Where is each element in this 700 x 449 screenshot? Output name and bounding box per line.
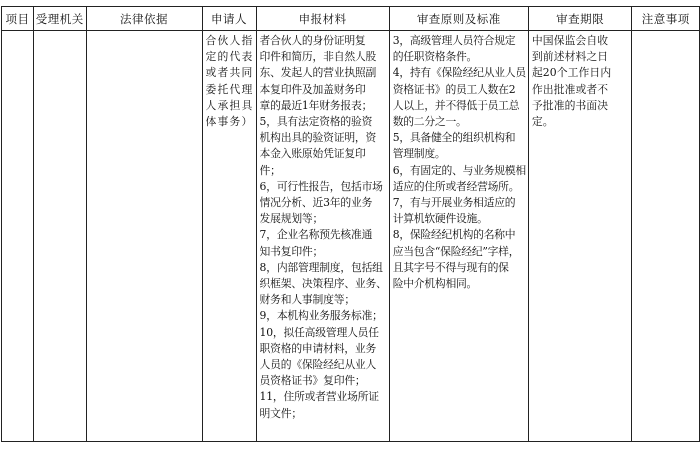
standards-line: 资格证书》的员工人数在2 [392,82,516,96]
standards-line: 适应的住所或者经营场所。 [392,179,520,193]
applicant-line: 委托代理 [205,82,254,96]
period-line: 定。 [531,115,554,129]
materials-line: 10，拟任高级管理人员任 [259,325,379,339]
materials-line: 件； [259,163,281,177]
materials-line: 9，本机构业务服务标准； [259,309,383,323]
header-review-standards: 审查原则及标准 [389,7,528,31]
materials-line: 东、发起人的营业执照副 [259,66,377,80]
materials-line: 员资格证书》复印件； [259,374,366,388]
cell-review-period [528,31,632,442]
applicant-line: 或者共同 [205,66,254,80]
table-row [2,31,700,442]
standards-line: 7，有与开展业务相适应的 [392,196,516,210]
standards-line: 险中介机构相同。 [392,277,478,291]
materials-line: 章的最近1年财务报表； [259,98,373,112]
materials-line: 职资格的申请材料，业务 [259,341,377,355]
period-line: 予批准的书面决 [531,98,609,112]
cell-notes [632,31,700,442]
materials-line: 人员的《保险经纪从业人 [259,358,377,372]
header-materials: 申报材料 [256,7,389,31]
standards-line: 4，持有《保险经纪从业人员 [392,66,526,80]
standards-text [390,31,528,292]
standards-line: 8，保险经纪机构的名称中 [392,228,516,242]
period-line: 作出批准或者不 [531,82,609,96]
materials-line: 财务和人事制度等； [259,293,355,307]
regulation-table [1,6,700,442]
cell-legal-basis [86,31,202,442]
materials-line: 明文件； [259,406,302,420]
standards-line: 且其字号不得与现有的保 [392,260,509,274]
materials-line: 5，具有法定资格的验资 [259,115,373,129]
standards-line: 的任职资格条件。 [392,50,478,64]
table-header-row [2,7,700,31]
standards-line: 计算机软硬件设施。 [392,212,488,226]
header-legal-basis: 法律依据 [86,7,202,31]
cell-item [2,31,34,442]
header-authority: 受理机关 [34,7,87,31]
period-line: 到前述材料之日 [531,50,609,64]
header-item: 项目 [2,7,34,31]
cell-authority [34,31,87,442]
materials-line: 者合伙人的身份证明复 [259,34,366,47]
materials-line: 6，可行性报告，包括市场 [259,179,383,193]
applicant-text [203,31,256,130]
materials-line: 知书复印件； [259,244,324,258]
standards-line: 管理制度。 [392,147,446,161]
period-line: 起20个工作日内 [531,66,612,80]
materials-line: 织框架、决策程序、业务、 [259,277,387,291]
standards-line: 3，高级管理人员符合规定 [392,34,516,47]
cell-materials [256,31,389,442]
materials-line: 11，住所或者营业场所证 [259,390,379,404]
header-review-period: 审查期限 [528,7,632,31]
header-applicant: 申请人 [202,7,256,31]
header-notes: 注意事项 [632,7,700,31]
applicant-line: 合伙人指 [205,34,254,47]
standards-line: 人以上，并不得低于员工总 [392,98,520,112]
applicant-line: 体事务） [205,115,254,129]
applicant-line: 人承担具 [205,98,254,112]
cell-applicant [202,31,256,442]
materials-line: 发展规划等； [259,212,324,226]
applicant-line: 定的代表 [205,50,254,64]
standards-line: 6，有固定的、与业务规模相 [392,163,526,177]
materials-text [257,31,389,422]
period-text [529,31,632,130]
materials-line: 8，内部管理制度，包括组 [259,260,383,274]
materials-line: 本金入账原始凭证复印 [259,147,366,161]
standards-line: 数的二分之一。 [392,115,467,129]
materials-line: 本复印件及加盖财务印 [259,82,366,96]
materials-line: 7，企业名称预先核准通 [259,228,373,242]
period-line: 中国保监会自收 [531,34,609,47]
cell-review-standards [389,31,528,442]
materials-line: 情况分析、近3年的业务 [259,196,373,210]
materials-line: 机构出具的验资证明，资 [259,131,377,145]
standards-line: 应当包含“保险经纪”字样， [392,244,520,258]
standards-line: 5，具备健全的组织机构和 [392,131,516,145]
materials-line: 印件和简历，非自然人股 [259,50,377,64]
